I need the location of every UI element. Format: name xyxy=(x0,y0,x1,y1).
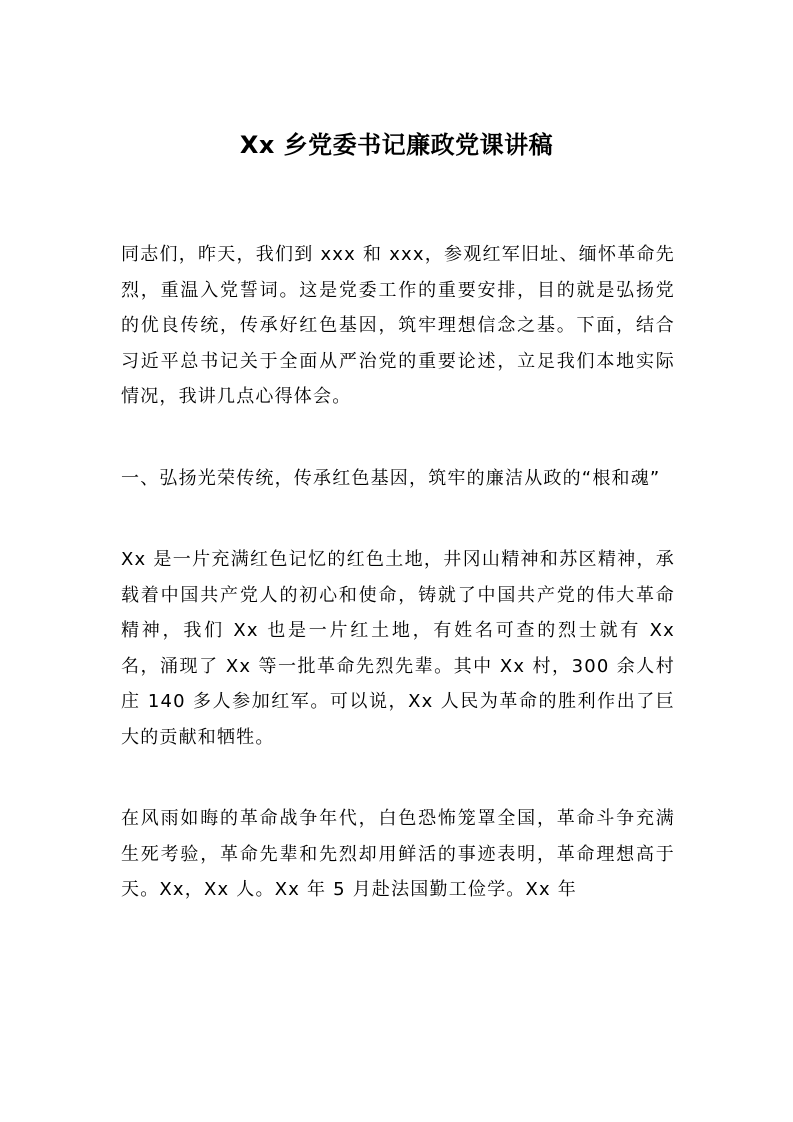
section-heading-1: 一、弘扬光荣传统，传承红色基因，筑牢的廉洁从政的“根和魂” xyxy=(121,467,661,489)
paragraph-revolution-years: 在风雨如晦的革命战争年代，白色恐怖笼罩全国，革命斗争充满生死考验，革命先辈和先烈却用鲜活的事迹表明，革命理想高于天。Xx，Xx 人。Xx 年 5 月赴法国勤工俭学。Xx 年 xyxy=(121,808,675,900)
paragraph-red-land: Xx 是一片充满红色记忆的红色土地，井冈山精神和苏区精神，承载着中国共产党人的初心和使命，铸就了中国共产党的伟大革命精神，我们 Xx 也是一片红土地，有姓名可查的烈士就有 Xx 名，涌现了 Xx 等一批革命先烈先辈。其中 Xx 村，300 余人村庄 140 多人参加红军。可以说，Xx 人民为革命的胜利作出了巨大的贡献和牺牲。 xyxy=(121,549,675,748)
document-title: Xx 乡党委书记廉政党课讲稿 xyxy=(239,131,554,159)
document-body xyxy=(121,237,675,954)
paragraph-intro: 同志们，昨天，我们到 xxx 和 xxx，参观红军旧址、缅怀革命先烈，重温入党誓词。这是党委工作的重要安排，目的就是弘扬党的优良传统，传承好红色基因，筑牢理想信念之基。下面，结合习近平总书记关于全面从严治党的重要论述，立足我们本地实际情况，我讲几点心得体会。 xyxy=(121,244,675,407)
